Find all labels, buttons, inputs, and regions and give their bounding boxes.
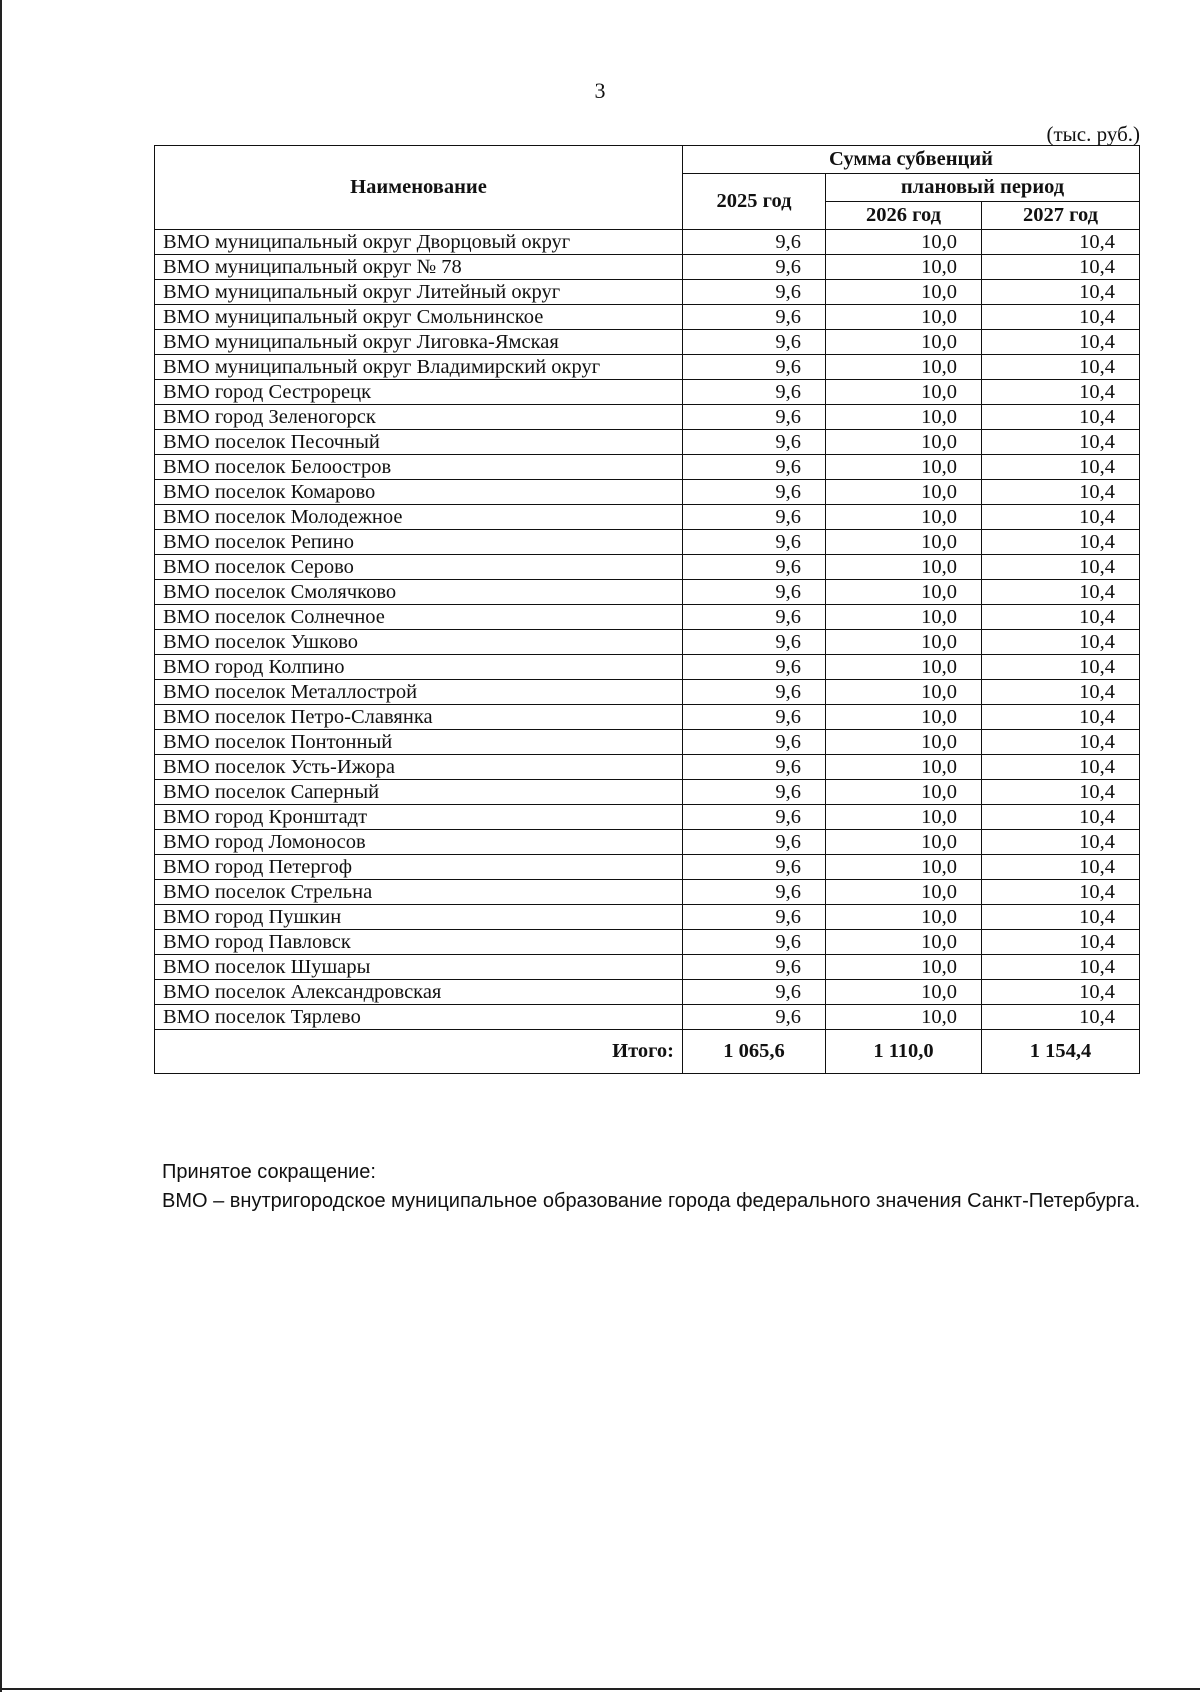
- table-row: [155, 605, 1140, 630]
- row-value-2026: 10,0: [826, 905, 982, 930]
- row-name: ВМО город Пушкин: [155, 905, 683, 930]
- row-value-2025: 9,6: [683, 555, 826, 580]
- page-number: 3: [594, 78, 606, 103]
- row-value-2025: 9,6: [683, 780, 826, 805]
- table-row: [155, 580, 1140, 605]
- row-value-2027: 10,4: [982, 605, 1140, 630]
- total-row: [155, 1030, 1140, 1074]
- table-row: [155, 480, 1140, 505]
- row-value-2027: 10,4: [982, 255, 1140, 280]
- table-row: [155, 980, 1140, 1005]
- row-value-2026: 10,0: [826, 430, 982, 455]
- total-label: Итого:: [155, 1030, 683, 1074]
- row-value-2027: 10,4: [982, 480, 1140, 505]
- header-planning-period: плановый период: [826, 174, 1140, 202]
- abbreviation-note: [162, 1158, 1140, 1216]
- row-value-2025: 9,6: [683, 380, 826, 405]
- row-name: ВМО город Сестрорецк: [155, 380, 683, 405]
- row-value-2025: 9,6: [683, 230, 826, 255]
- row-value-2026: 10,0: [826, 630, 982, 655]
- row-value-2026: 10,0: [826, 605, 982, 630]
- row-name: ВМО поселок Песочный: [155, 430, 683, 455]
- row-value-2025: 9,6: [683, 455, 826, 480]
- row-value-2027: 10,4: [982, 330, 1140, 355]
- table-row: [155, 655, 1140, 680]
- table-row: [155, 755, 1140, 780]
- table-row: [155, 1005, 1140, 1030]
- row-name: ВМО поселок Петро-Славянка: [155, 705, 683, 730]
- table-row: [155, 455, 1140, 480]
- units-label: (тыс. руб.): [1046, 122, 1140, 146]
- row-value-2026: 10,0: [826, 930, 982, 955]
- table-row: [155, 630, 1140, 655]
- row-value-2027: 10,4: [982, 380, 1140, 405]
- row-value-2026: 10,0: [826, 1005, 982, 1030]
- row-value-2027: 10,4: [982, 805, 1140, 830]
- table-row: [155, 705, 1140, 730]
- row-value-2027: 10,4: [982, 280, 1140, 305]
- table-row: [155, 555, 1140, 580]
- table-row: [155, 230, 1140, 255]
- row-name: ВМО поселок Стрельна: [155, 880, 683, 905]
- table-row: [155, 405, 1140, 430]
- row-value-2025: 9,6: [683, 705, 826, 730]
- row-name: ВМО поселок Смолячково: [155, 580, 683, 605]
- row-value-2025: 9,6: [683, 480, 826, 505]
- table-row: [155, 255, 1140, 280]
- row-value-2027: 10,4: [982, 655, 1140, 680]
- header-year-2026: 2026 год: [826, 202, 982, 230]
- row-value-2027: 10,4: [982, 305, 1140, 330]
- row-value-2026: 10,0: [826, 855, 982, 880]
- row-value-2027: 10,4: [982, 505, 1140, 530]
- row-value-2025: 9,6: [683, 730, 826, 755]
- row-value-2025: 9,6: [683, 280, 826, 305]
- row-name: ВМО поселок Серово: [155, 555, 683, 580]
- row-value-2027: 10,4: [982, 530, 1140, 555]
- row-value-2026: 10,0: [826, 555, 982, 580]
- row-value-2025: 9,6: [683, 430, 826, 455]
- row-value-2025: 9,6: [683, 805, 826, 830]
- row-name: ВМО муниципальный округ Дворцовый округ: [155, 230, 683, 255]
- row-value-2026: 10,0: [826, 880, 982, 905]
- row-value-2026: 10,0: [826, 255, 982, 280]
- page-bottom-edge: [0, 1688, 1200, 1690]
- row-name: ВМО поселок Усть-Ижора: [155, 755, 683, 780]
- row-value-2027: 10,4: [982, 930, 1140, 955]
- row-value-2025: 9,6: [683, 855, 826, 880]
- table-row: [155, 880, 1140, 905]
- row-name: ВМО поселок Комарово: [155, 480, 683, 505]
- row-value-2027: 10,4: [982, 230, 1140, 255]
- row-value-2027: 10,4: [982, 980, 1140, 1005]
- row-value-2026: 10,0: [826, 355, 982, 380]
- table-row: [155, 305, 1140, 330]
- row-value-2026: 10,0: [826, 280, 982, 305]
- row-name: ВМО поселок Понтонный: [155, 730, 683, 755]
- row-name: ВМО поселок Саперный: [155, 780, 683, 805]
- row-value-2027: 10,4: [982, 455, 1140, 480]
- row-value-2027: 10,4: [982, 1005, 1140, 1030]
- row-value-2026: 10,0: [826, 780, 982, 805]
- note-title: Принятое сокращение:: [162, 1161, 376, 1183]
- row-value-2026: 10,0: [826, 405, 982, 430]
- row-value-2026: 10,0: [826, 655, 982, 680]
- row-name: ВМО поселок Молодежное: [155, 505, 683, 530]
- row-value-2025: 9,6: [683, 305, 826, 330]
- total-2027: 1 154,4: [982, 1030, 1140, 1074]
- row-value-2025: 9,6: [683, 630, 826, 655]
- row-value-2026: 10,0: [826, 955, 982, 980]
- table-row: [155, 855, 1140, 880]
- row-name: ВМО город Павловск: [155, 930, 683, 955]
- table-row: [155, 280, 1140, 305]
- table-row: [155, 680, 1140, 705]
- row-name: ВМО поселок Солнечное: [155, 605, 683, 630]
- row-name: ВМО поселок Репино: [155, 530, 683, 555]
- row-name: ВМО муниципальный округ Владимирский округ: [155, 355, 683, 380]
- table-row: [155, 430, 1140, 455]
- row-value-2026: 10,0: [826, 455, 982, 480]
- table-row: [155, 905, 1140, 930]
- row-name: ВМО поселок Металлострой: [155, 680, 683, 705]
- row-value-2026: 10,0: [826, 580, 982, 605]
- row-name: ВМО муниципальный округ № 78: [155, 255, 683, 280]
- table-row: [155, 505, 1140, 530]
- row-value-2027: 10,4: [982, 430, 1140, 455]
- row-value-2027: 10,4: [982, 730, 1140, 755]
- row-value-2026: 10,0: [826, 830, 982, 855]
- table-row: [155, 780, 1140, 805]
- table-row: [155, 330, 1140, 355]
- row-value-2027: 10,4: [982, 830, 1140, 855]
- table-row: [155, 930, 1140, 955]
- table-body: [155, 230, 1140, 1030]
- row-value-2027: 10,4: [982, 555, 1140, 580]
- row-value-2026: 10,0: [826, 305, 982, 330]
- row-name: ВМО город Кронштадт: [155, 805, 683, 830]
- row-value-2026: 10,0: [826, 230, 982, 255]
- table-row: [155, 530, 1140, 555]
- page-left-edge: [0, 0, 2, 1692]
- row-value-2025: 9,6: [683, 405, 826, 430]
- row-value-2027: 10,4: [982, 630, 1140, 655]
- row-value-2027: 10,4: [982, 780, 1140, 805]
- row-value-2025: 9,6: [683, 955, 826, 980]
- row-value-2025: 9,6: [683, 755, 826, 780]
- row-value-2025: 9,6: [683, 605, 826, 630]
- row-name: ВМО город Ломоносов: [155, 830, 683, 855]
- row-value-2027: 10,4: [982, 355, 1140, 380]
- row-name: ВМО поселок Шушары: [155, 955, 683, 980]
- row-value-2025: 9,6: [683, 980, 826, 1005]
- row-value-2027: 10,4: [982, 680, 1140, 705]
- row-name: ВМО город Колпино: [155, 655, 683, 680]
- table-row: [155, 805, 1140, 830]
- row-value-2025: 9,6: [683, 905, 826, 930]
- row-value-2027: 10,4: [982, 905, 1140, 930]
- row-value-2025: 9,6: [683, 1005, 826, 1030]
- row-name: ВМО город Зеленогорск: [155, 405, 683, 430]
- row-name: ВМО поселок Тярлево: [155, 1005, 683, 1030]
- row-value-2027: 10,4: [982, 955, 1140, 980]
- row-value-2026: 10,0: [826, 380, 982, 405]
- table-row: [155, 955, 1140, 980]
- row-value-2025: 9,6: [683, 530, 826, 555]
- row-name: ВМО муниципальный округ Смольнинское: [155, 305, 683, 330]
- row-name: ВМО поселок Ушково: [155, 630, 683, 655]
- table-row: [155, 355, 1140, 380]
- header-name: Наименование: [155, 146, 683, 230]
- row-value-2025: 9,6: [683, 580, 826, 605]
- row-value-2027: 10,4: [982, 580, 1140, 605]
- row-value-2026: 10,0: [826, 530, 982, 555]
- row-value-2027: 10,4: [982, 705, 1140, 730]
- row-name: ВМО муниципальный округ Литейный округ: [155, 280, 683, 305]
- table-row: [155, 730, 1140, 755]
- row-value-2026: 10,0: [826, 805, 982, 830]
- row-value-2025: 9,6: [683, 255, 826, 280]
- table-header-row-1: [155, 146, 1140, 174]
- row-value-2026: 10,0: [826, 730, 982, 755]
- row-value-2027: 10,4: [982, 755, 1140, 780]
- row-value-2027: 10,4: [982, 855, 1140, 880]
- header-year-2025: 2025 год: [683, 174, 826, 230]
- row-value-2025: 9,6: [683, 330, 826, 355]
- table-row: [155, 380, 1140, 405]
- row-value-2025: 9,6: [683, 655, 826, 680]
- row-value-2025: 9,6: [683, 880, 826, 905]
- row-value-2026: 10,0: [826, 680, 982, 705]
- row-value-2026: 10,0: [826, 330, 982, 355]
- note-text: ВМО – внутригородское муниципальное образование города федерального значения Санкт-Петербурга.: [162, 1190, 1141, 1212]
- row-name: ВМО поселок Александровская: [155, 980, 683, 1005]
- row-value-2026: 10,0: [826, 505, 982, 530]
- row-value-2027: 10,4: [982, 880, 1140, 905]
- row-value-2026: 10,0: [826, 705, 982, 730]
- row-value-2026: 10,0: [826, 480, 982, 505]
- row-value-2025: 9,6: [683, 355, 826, 380]
- row-value-2025: 9,6: [683, 680, 826, 705]
- table-row: [155, 830, 1140, 855]
- row-name: ВМО город Петергоф: [155, 855, 683, 880]
- subventions-table: [154, 145, 1140, 1074]
- total-2025: 1 065,6: [683, 1030, 826, 1074]
- row-value-2025: 9,6: [683, 505, 826, 530]
- row-name: ВМО поселок Белоостров: [155, 455, 683, 480]
- header-sum: Сумма субвенций: [683, 146, 1140, 174]
- total-2026: 1 110,0: [826, 1030, 982, 1074]
- row-value-2025: 9,6: [683, 930, 826, 955]
- row-value-2026: 10,0: [826, 980, 982, 1005]
- row-name: ВМО муниципальный округ Лиговка-Ямская: [155, 330, 683, 355]
- row-value-2026: 10,0: [826, 755, 982, 780]
- row-value-2027: 10,4: [982, 405, 1140, 430]
- header-year-2027: 2027 год: [982, 202, 1140, 230]
- row-value-2025: 9,6: [683, 830, 826, 855]
